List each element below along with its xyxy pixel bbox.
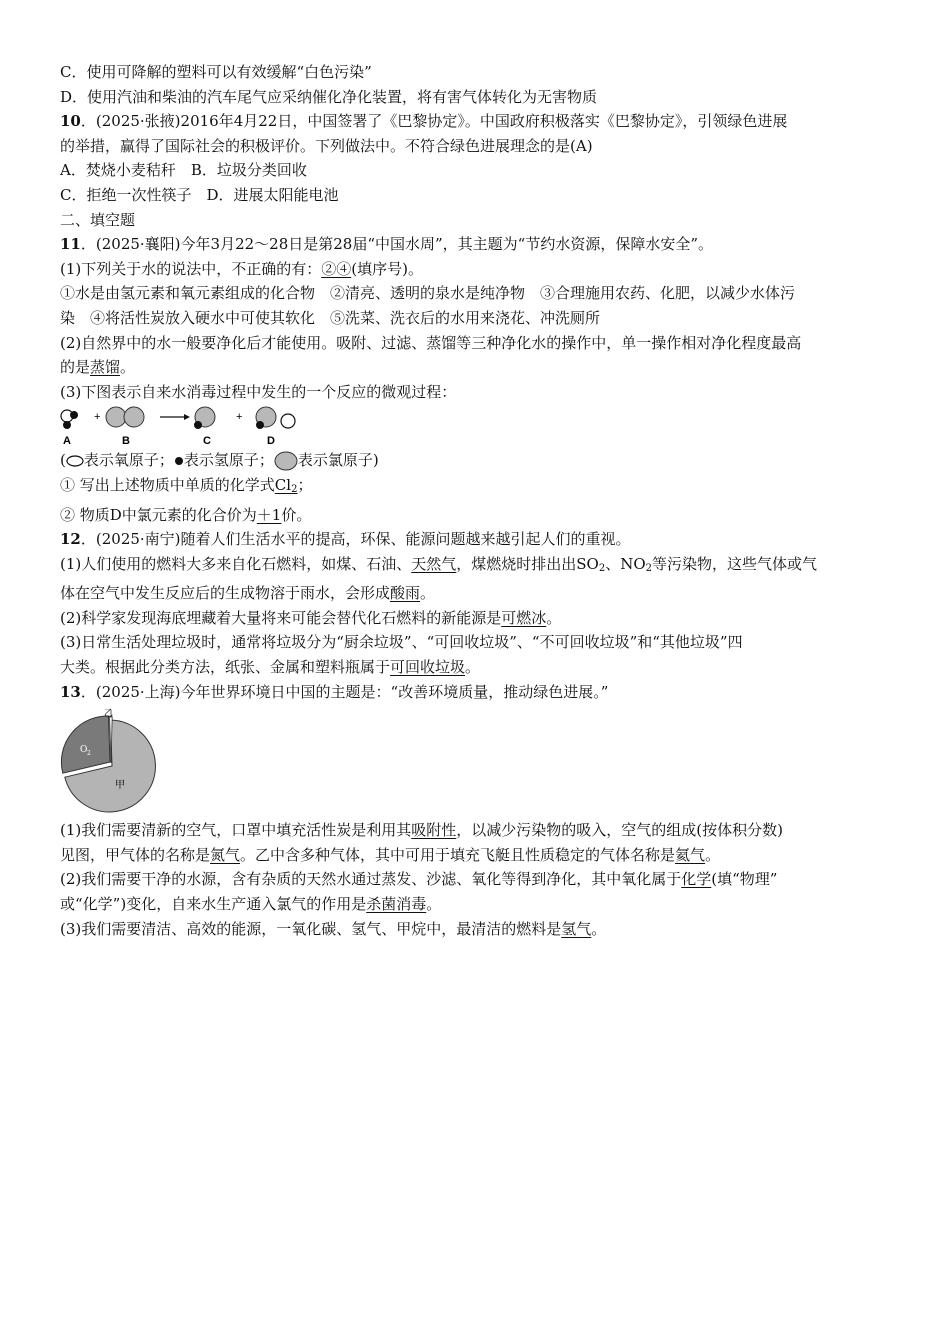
legend-oxygen: 表示氧原子； — [83, 451, 174, 470]
text: (2)我们需要干净的水源，含有杂质的天然水通过蒸发、沙滤、氧化等得到净化，其中氧化属于 — [60, 870, 682, 889]
atom-legend — [60, 448, 890, 473]
chlorine-atom — [106, 407, 126, 427]
molecule-label-a: A — [63, 435, 71, 448]
text: 体在空气中发生反应后的生成物溶于雨水，会形成 — [60, 584, 391, 603]
q11-options-2: 染 ④将活性炭放入硬水中可使其软化 ⑤洗菜、洗衣后的水用来浇花、冲洗厕所 — [60, 308, 601, 327]
question-10-options-1: A．焚烧小麦秸秆 B．垃圾分类回收 — [60, 161, 307, 180]
q13-part3 — [60, 917, 890, 942]
question-number: 11 — [60, 235, 81, 254]
legend-chlorine: 表示氯原子) — [297, 451, 379, 470]
formula: Cl — [274, 475, 292, 494]
q11-options-1: ①水是由氢元素和氧元素组成的化合物 ②清亮、透明的泉水是纯净物 ③合理施用农药、化肥，以减少水体污 — [60, 284, 796, 303]
question-10-cont: 的举措，赢得了国际社会的积极评价。下列做法中。不符合绿色进展理念的是(A) — [60, 136, 593, 155]
q11-part2-cont — [60, 355, 890, 380]
text: 。 — [591, 919, 607, 938]
label-o2: O — [80, 745, 88, 756]
reaction-diagram — [60, 404, 320, 448]
hydrogen-atom-icon — [174, 456, 184, 466]
q11-part2: (2)自然界中的水一般要净化后才能使用。吸附、过滤、蒸馏等三种净化水的操作中，单一操作相对净化程度最高 — [60, 333, 802, 352]
question-number: 13 — [60, 682, 81, 701]
answer: 蒸馏 — [90, 358, 121, 377]
question-10-options-2: C．拒绝一次性筷子 D．进展太阳能电池 — [60, 185, 339, 204]
answer: 可燃冰 — [501, 608, 547, 627]
plus-sign: + — [236, 411, 243, 424]
molecule-label-b: B — [122, 435, 130, 448]
paren: ( — [60, 451, 66, 470]
text: ，煤燃烧时排出出SO — [456, 554, 599, 573]
question-number: 12 — [60, 530, 81, 549]
text: 见图，甲气体的名称是 — [60, 845, 211, 864]
answer: 可回收垃圾 — [390, 658, 466, 677]
text: (填“物理” — [711, 870, 778, 889]
hydrogen-atom — [256, 421, 264, 429]
text: 。 — [705, 845, 721, 864]
answer: 氦气 — [675, 845, 706, 864]
text: 。 — [426, 895, 442, 914]
q11-part3-b — [60, 503, 890, 528]
subscript: 2 — [645, 562, 653, 574]
arrow-head — [184, 414, 190, 420]
q12-part2 — [60, 606, 890, 631]
pie-chart — [60, 708, 170, 816]
text: 等污染物，这些气体或气 — [652, 554, 818, 573]
text: (1)下列关于水的说法中，不正确的有： — [60, 259, 322, 278]
molecule-reaction-figure — [60, 404, 890, 448]
molecule-label-d: D — [267, 435, 275, 448]
q13-part1 — [60, 818, 890, 843]
oxygen-atom-icon — [66, 455, 84, 467]
text: 价。 — [281, 505, 312, 524]
hydrogen-atom — [70, 411, 78, 419]
q11-part3: (3)下图表示自来水消毒过程中发生的一个反应的微观过程： — [60, 382, 457, 401]
q12-part3-cont — [60, 655, 890, 680]
label-yi: 乙 — [104, 709, 114, 720]
q13-part1-cont — [60, 843, 890, 868]
q12-part1-cont — [60, 581, 890, 606]
question-text: ．(2025·上海)今年世界环境日中国的主题是：“改善环境质量，推动绿色进展。” — [80, 682, 609, 701]
text: ； — [297, 475, 313, 494]
question-text: ．(2025·襄阳)今年3月22～28日是第28届“中国水周”，其主题为“节约水资源，保障水安全”。 — [80, 235, 714, 254]
chlorine-atom-icon — [274, 451, 298, 471]
answer: 酸雨 — [390, 584, 421, 603]
text: (1)我们需要清新的空气，口罩中填充活性炭是利用其 — [60, 821, 412, 840]
question-11 — [60, 232, 890, 257]
q12-part1 — [60, 552, 890, 582]
answer: 吸附性 — [411, 821, 457, 840]
text: 。 — [420, 584, 436, 603]
text: (1)人们使用的燃料大多来自化石燃料，如煤、石油、 — [60, 554, 412, 573]
text: ，以减少污染物的吸入，空气的组成(按体积分数) — [456, 821, 783, 840]
answer: 化学 — [681, 870, 712, 889]
option-c-line: C．使用可降解的塑料可以有效缓解“白色污染” — [60, 63, 372, 81]
section-heading: 二、填空题 — [60, 210, 136, 229]
question-12 — [60, 527, 890, 552]
molecule-label-c: C — [203, 435, 211, 448]
text: 大类。根据此分类方法，纸张、金属和塑料瓶属于 — [60, 658, 391, 677]
hydrogen-atom — [194, 421, 202, 429]
chlorine-atom — [124, 407, 144, 427]
text: 、NO — [605, 554, 646, 573]
answer: 天然气 — [411, 554, 457, 573]
plus-sign: + — [94, 411, 101, 424]
question-10 — [60, 109, 890, 134]
answer: 杀菌消毒 — [366, 895, 427, 914]
answer — [275, 476, 298, 494]
legend-hydrogen: 表示氢原子； — [183, 451, 274, 470]
q11-part3-a — [60, 473, 890, 503]
text: 。 — [546, 608, 562, 627]
label-o2-sub: 2 — [87, 750, 91, 758]
subscript: 2 — [291, 483, 298, 495]
text: 。 — [465, 658, 481, 677]
answer: ＋1 — [256, 505, 282, 524]
air-composition-pie — [60, 708, 890, 816]
text: (填序号)。 — [351, 259, 423, 278]
question-13 — [60, 680, 890, 705]
text: 。 — [120, 358, 136, 377]
q11-part1 — [60, 257, 890, 282]
label-jia: 甲 — [115, 780, 125, 792]
q13-part2-cont — [60, 892, 890, 917]
question-text: ．(2025·南宁)随着人们生活水平的提高，环保、能源问题越来越引起人们的重视。 — [80, 530, 631, 549]
text: ① 写出上述物质中单质的化学式 — [60, 475, 275, 494]
question-number: 10 — [60, 112, 81, 131]
subscript: 2 — [598, 562, 606, 574]
question-text: ．(2025·张掖)2016年4月22日，中国签署了《巴黎协定》。中国政府积极落实《巴黎协定》，引领绿色进展 — [80, 112, 788, 131]
text: 或“化学”)变化，自来水生产通入氯气的作用是 — [60, 895, 367, 914]
text: 。乙中含多种气体，其中可用于填充飞艇且性质稳定的气体名称是 — [240, 845, 676, 864]
text: (2)科学家发现海底埋藏着大量将来可能会替代化石燃料的新能源是 — [60, 608, 502, 627]
q13-part2 — [60, 867, 890, 892]
oxygen-atom — [281, 414, 295, 428]
hydrogen-atom — [63, 421, 71, 429]
q12-part3: (3)日常生活处理垃圾时，通常将垃圾分为“厨余垃圾”、“可回收垃圾”、“不可回收垃圾”和“其他垃圾”四 — [60, 633, 743, 652]
document-page — [60, 60, 890, 941]
answer: ②④ — [321, 259, 352, 278]
text: (3)我们需要清洁、高效的能源，一氧化碳、氢气、甲烷中，最清洁的燃料是 — [60, 919, 562, 938]
answer: 氢气 — [561, 919, 592, 938]
option-d-line: D．使用汽油和柴油的汽车尾气应采纳催化净化装置，将有害气体转化为无害物质 — [60, 87, 598, 106]
text: 的是 — [60, 358, 91, 377]
answer: 氮气 — [210, 845, 241, 864]
text: ② 物质D中氯元素的化合价为 — [60, 505, 257, 524]
